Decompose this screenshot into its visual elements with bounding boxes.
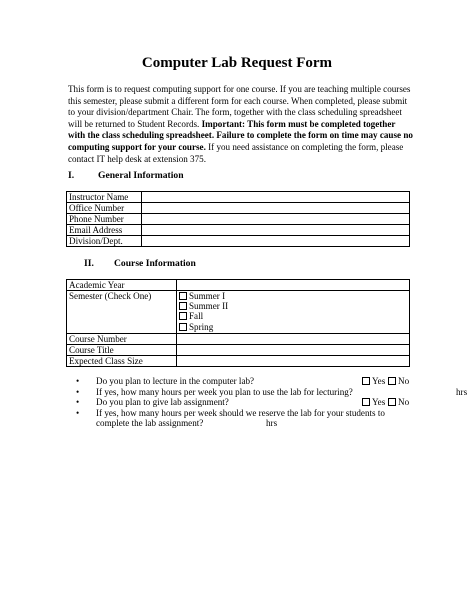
no-label: No bbox=[398, 397, 410, 407]
question-lecture-lab: Do you plan to lecture in the computer lab? bbox=[96, 376, 255, 386]
office-number-field[interactable] bbox=[142, 203, 410, 214]
question-lab-assignment: Do you plan to give lab assignment? bbox=[96, 397, 229, 407]
checkbox[interactable] bbox=[362, 377, 370, 385]
division-dept-field[interactable] bbox=[142, 236, 410, 247]
list-item bbox=[68, 376, 413, 387]
section-1-title: General Information bbox=[98, 170, 184, 181]
course-number-label: Course Number bbox=[67, 333, 177, 344]
checkbox[interactable] bbox=[179, 323, 187, 331]
table-row bbox=[67, 214, 410, 225]
table-row bbox=[67, 192, 410, 203]
general-info-table bbox=[66, 191, 410, 247]
semester-option-summer-1[interactable] bbox=[179, 291, 407, 301]
checkbox[interactable] bbox=[388, 377, 396, 385]
course-title-label: Course Title bbox=[67, 344, 177, 355]
intro-important-text: Important: This form must be completed together with the class scheduling spreadsheet. Failure to complete the form on time may cause no computing support for your course. bbox=[68, 118, 413, 152]
list-item bbox=[68, 386, 468, 398]
reserve-hours-unit: hrs bbox=[266, 418, 278, 428]
semester-option-summer-2[interactable] bbox=[179, 301, 407, 311]
assignment-yes-option[interactable] bbox=[362, 397, 385, 408]
academic-year-label: Academic Year bbox=[67, 280, 177, 291]
phone-number-field[interactable] bbox=[142, 214, 410, 225]
email-address-label: Email Address bbox=[67, 225, 142, 236]
class-size-label: Expected Class Size bbox=[67, 355, 177, 366]
academic-year-field[interactable] bbox=[177, 280, 410, 291]
phone-number-label: Phone Number bbox=[67, 214, 142, 225]
section-1-number: I. bbox=[68, 170, 75, 181]
question-reserve-hours-line-2: complete the lab assignment? bbox=[96, 418, 204, 428]
section-2-title: Course Information bbox=[114, 258, 196, 269]
section-2-number: II. bbox=[84, 258, 94, 269]
checkbox[interactable] bbox=[362, 398, 370, 406]
table-row bbox=[67, 225, 410, 236]
lab-questions-list bbox=[68, 376, 468, 429]
bullet-icon: • bbox=[76, 397, 80, 407]
intro-text-1: This form is to request computing support for one course. If you are teaching multiple courses this semester, please submit a different form for each course. When completed, please submit to your division/department Chair. The form, together with the class scheduling spreadsheet will be returned to Student Records. bbox=[68, 84, 411, 129]
yes-label: Yes bbox=[372, 397, 386, 407]
lecture-yes-option[interactable] bbox=[362, 376, 385, 387]
assignment-no-option[interactable] bbox=[388, 397, 409, 408]
class-size-field[interactable] bbox=[177, 355, 410, 366]
division-dept-label: Division/Dept. bbox=[67, 236, 142, 247]
checkbox[interactable] bbox=[388, 398, 396, 406]
course-title-field[interactable] bbox=[177, 344, 410, 355]
question-reserve-hours-line-1: If yes, how many hours per week should we reserve the lab for your students to bbox=[96, 407, 385, 418]
table-row bbox=[67, 291, 410, 334]
table-row bbox=[67, 280, 410, 291]
no-label: No bbox=[398, 376, 410, 386]
semester-option-label: Spring bbox=[189, 321, 214, 332]
semester-option-label: Fall bbox=[189, 311, 204, 322]
office-number-label: Office Number bbox=[67, 203, 142, 214]
instructor-name-label: Instructor Name bbox=[67, 192, 142, 203]
table-row bbox=[67, 344, 410, 355]
semester-option-label: Summer I bbox=[189, 291, 226, 302]
table-row bbox=[67, 236, 410, 247]
semester-option-spring[interactable] bbox=[179, 322, 407, 332]
checkbox[interactable] bbox=[179, 292, 187, 300]
table-row bbox=[67, 203, 410, 214]
question-lecture-hours: If yes, how many hours per week you plan to use the lab for lecturing? bbox=[96, 386, 353, 397]
course-number-field[interactable] bbox=[177, 333, 410, 344]
bullet-icon: • bbox=[76, 376, 80, 386]
intro-paragraph bbox=[68, 84, 413, 165]
intro-text-2: If you need assistance on completing the form, please contact IT help desk at extension 375. bbox=[68, 141, 404, 164]
course-info-table bbox=[66, 279, 410, 367]
semester-option-label: Summer II bbox=[189, 301, 229, 312]
semester-label: Semester (Check One) bbox=[67, 291, 177, 334]
table-row bbox=[67, 355, 410, 366]
checkbox[interactable] bbox=[179, 312, 187, 320]
lecture-hours-unit: hrs bbox=[456, 386, 468, 397]
yes-label: Yes bbox=[372, 376, 386, 386]
list-item bbox=[68, 408, 413, 429]
semester-option-fall[interactable] bbox=[179, 311, 407, 321]
bullet-icon: • bbox=[76, 386, 80, 397]
semester-options bbox=[177, 291, 410, 334]
checkbox[interactable] bbox=[179, 302, 187, 310]
instructor-name-field[interactable] bbox=[142, 192, 410, 203]
bullet-icon: • bbox=[76, 407, 80, 418]
email-address-field[interactable] bbox=[142, 225, 410, 236]
table-row bbox=[67, 333, 410, 344]
lecture-no-option[interactable] bbox=[388, 376, 409, 387]
list-item bbox=[68, 397, 413, 408]
page-title: Computer Lab Request Form bbox=[141, 55, 333, 71]
